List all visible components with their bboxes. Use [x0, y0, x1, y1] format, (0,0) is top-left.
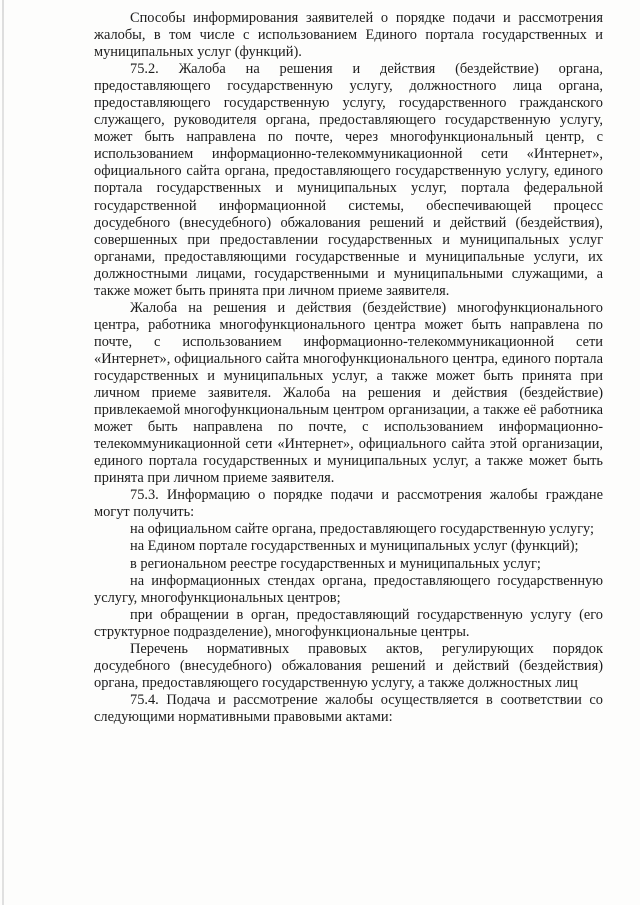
- paragraph-informing-methods: Способы информирования заявителей о порядке подачи и рассмотрения жалобы, в том числе с использованием Единого портала государственных и муниципальных услуг (функций).: [94, 10, 603, 61]
- paragraph-mfc-complaint: Жалоба на решения и действия (бездействие) многофункционального центра, работника многофункционального центра может быть направлена по почте, с использованием информационно-телекоммуникационной сети «Интернет», официального сайта многофункционального центра, единого портала государственных и муниципальных услуг, а также может быть принята при личном приеме заявителя. Жалоба на решения и действия (бездействие) привлекаемой многофункциональным центром организации, а также её работника может быть направлена по почте, с использованием информационно-телекоммуникационной сети «Интернет», официального сайта этой организации, единого портала государственных и муниципальных услуг, а также может быть принята при личном приеме заявителя.: [94, 299, 603, 487]
- list-item-info-stands: на информационных стендах органа, предоставляющего государственную услугу, многофункциональных центров;: [94, 572, 603, 606]
- paragraph-75-3: 75.3. Информацию о порядке подачи и рассмотрения жалобы граждане могут получить:: [94, 487, 603, 521]
- list-item-official-site: на официальном сайте органа, предоставляющего государственную услугу;: [130, 521, 595, 538]
- list-item-unified-portal: на Едином портале государственных и муниципальных услуг (функций);: [130, 538, 579, 555]
- paragraph-75-2: 75.2. Жалоба на решения и действия (бездействие) органа, предоставляющего государственную услугу, должностного лица органа, предоставляющего государственную услугу, государственного гражданского служащего, руководителя органа, предоставляющего государственную услугу, может быть направлена по почте, через многофункциональный центр, с использованием информационно-телекоммуникационной сети «Интернет», официального сайта органа, предоставляющего государственную услугу, единого портала государственных и муниципальных услуг, портала федеральной государственной информационной системы, обеспечивающей процесс досудебного (внесудебного) обжалования решений и действий (бездействия), совершенных при предоставлении государственных и муниципальных услуг органами, предоставляющими государственные и муниципальные услуги, их должностными лицами, государственными и муниципальными служащими, а также может быть принята при личном приеме заявителя.: [94, 61, 603, 299]
- scan-edge-shadow: [2, 0, 4, 905]
- list-item-direct-appeal: при обращении в орган, предоставляющий государственную услугу (его структурное подразделение), многофункциональные центры.: [94, 606, 603, 640]
- list-item-regional-registry: в региональном реестре государственных и муниципальных услуг;: [130, 555, 541, 572]
- paragraph-legal-acts-heading: Перечень нормативных правовых актов, регулирующих порядок досудебного (внесудебного) обжалования решений и действий (бездействия) органа, предоставляющего государственную услугу, а также должностных лиц: [94, 640, 603, 691]
- paragraph-75-4: 75.4. Подача и рассмотрение жалобы осуществляется в соответствии со следующими нормативными правовыми актами:: [94, 691, 603, 725]
- document-body: [94, 10, 603, 726]
